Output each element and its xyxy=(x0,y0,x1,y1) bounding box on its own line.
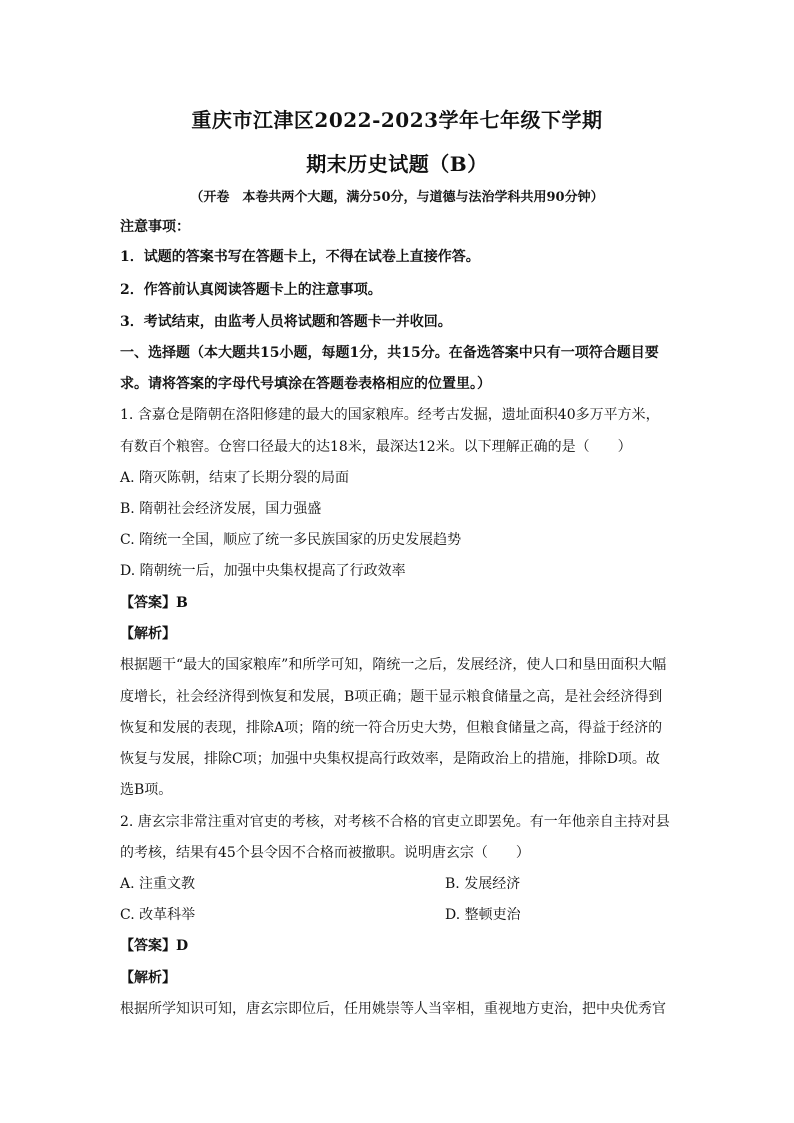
q1-analysis-line1: 根据题干“最大的国家粮库”和所学可知，隋统一之后，发展经济，使人口和垦田面积大幅 xyxy=(120,657,667,673)
q2-option-a: A. 注重文教 xyxy=(120,876,196,892)
section1-instructions-line2: 求。请将答案的字母代号填涂在答题卷表格相应的位置里。） xyxy=(120,376,491,392)
q1-analysis-line3: 恢复和发展的表现，排除A项；隋的统一符合历史大势，但粮食储量之高，得益于经济的 xyxy=(120,720,663,736)
notice-heading: 注意事项： xyxy=(120,219,190,235)
notice-item-2: 2．作答前认真阅读答题卡上的注意事项。 xyxy=(120,282,382,298)
q1-analysis-line2: 度增长，社会经济得到恢复和发展，B项正确；题干显示粮食储量之高，是社会经济得到 xyxy=(120,689,663,705)
q2-answer: 【答案】D xyxy=(120,938,189,954)
q2-stem-line1: 2. 唐玄宗非常注重对官吏的考核，对考核不合格的官吏立即罢免。有一年他亲自主持对县 xyxy=(120,814,670,830)
q1-answer: 【答案】B xyxy=(120,595,188,611)
q1-analysis-line4: 恢复与发展，排除C项；加强中央集权提高行政效率，是隋政治上的措施，排除D项。故 xyxy=(120,751,660,767)
q1-stem-line1: 1. 含嘉仓是隋朝在洛阳修建的最大的国家粮库。经考古发掘，遗址面积40多万平方米， xyxy=(120,407,660,423)
q2-analysis-line1: 根据所学知识可知，唐玄宗即位后，任用姚崇等人当宰相，重视地方吏治，把中央优秀官 xyxy=(120,1001,666,1017)
q2-option-d: D. 整顿吏治 xyxy=(445,907,521,923)
exam-title-line1: 重庆市江津区2022-2023学年七年级下学期 xyxy=(191,108,603,132)
notice-item-1: 1．试题的答案书写在答题卡上，不得在试卷上直接作答。 xyxy=(120,249,480,265)
q2-option-b: B. 发展经济 xyxy=(445,876,521,892)
q1-option-b: B. 隋朝社会经济发展，国力强盛 xyxy=(120,501,322,517)
q1-analysis-label: 【解析】 xyxy=(120,626,176,642)
q1-option-c: C. 隋统一全国，顺应了统一多民族国家的历史发展趋势 xyxy=(120,532,462,548)
q1-option-a: A. 隋灭陈朝，结束了长期分裂的局面 xyxy=(120,470,350,486)
q1-option-d: D. 隋朝统一后，加强中央集权提高了行政效率 xyxy=(120,563,406,579)
q1-analysis-line5: 选B项。 xyxy=(120,782,173,798)
exam-title-line2: 期末历史试题（B） xyxy=(306,152,488,176)
q2-analysis-label: 【解析】 xyxy=(120,970,176,986)
q1-stem-line2: 有数百个粮窖。仓窖口径最大的达18米，最深达12米。以下理解正确的是（ ） xyxy=(120,439,632,455)
section1-instructions-line1: 一、选择题（本大题共15小题，每题1分，共15分。在备选答案中只有一项符合题目要 xyxy=(120,345,659,361)
exam-subtitle: （开卷 本卷共两个大题，满分50分，与道德与法治学科共用90分钟） xyxy=(190,190,604,205)
q2-option-c: C. 改革科举 xyxy=(120,907,196,923)
notice-item-3: 3．考试结束，由监考人员将试题和答题卡一并收回。 xyxy=(120,314,452,330)
q2-stem-line2: 的考核，结果有45个县令因不合格而被撤职。说明唐玄宗（ ） xyxy=(120,845,530,861)
